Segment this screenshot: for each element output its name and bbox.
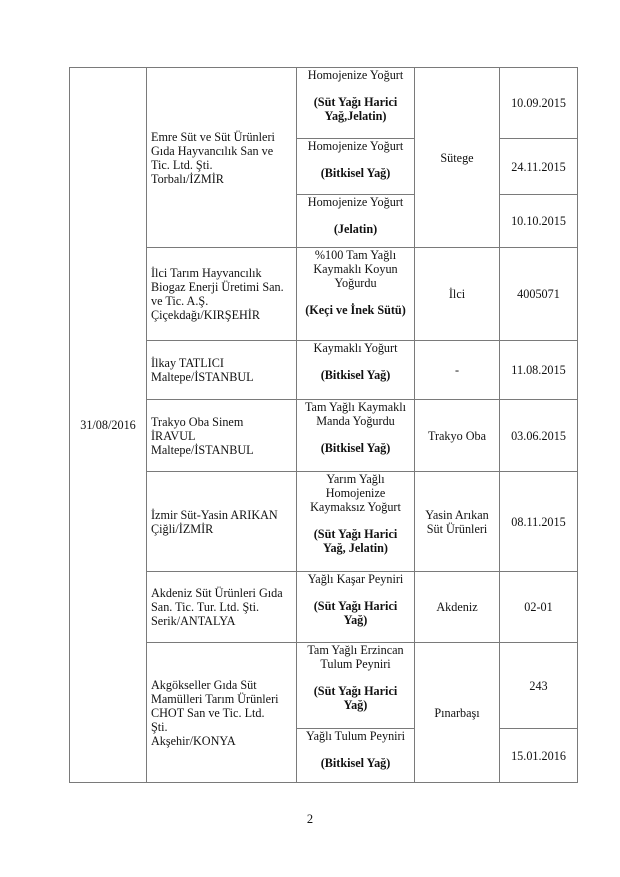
table-row xyxy=(70,643,578,729)
lot-cell: 4005071 xyxy=(500,248,578,341)
product-cell: %100 Tam Yağlı Kaymaklı Koyun Yoğurdu (Keçi ve İnek Sütü) xyxy=(297,248,415,341)
lot-cell: 11.08.2015 xyxy=(500,341,578,400)
brand-cell: Yasin Arıkan Süt Ürünleri xyxy=(415,472,500,572)
table-row xyxy=(70,341,578,400)
table-row xyxy=(70,248,578,341)
company-cell: İzmir Süt-Yasin ARIKAN Çiğli/İZMİR xyxy=(147,472,297,572)
brand-cell: Sütege xyxy=(415,68,500,248)
product-cell: Kaymaklı Yoğurt (Bitkisel Yağ) xyxy=(297,341,415,400)
brand-cell: Akdeniz xyxy=(415,572,500,643)
company-cell: Akdeniz Süt Ürünleri Gıda San. Tic. Tur. Ltd. Şti. Serik/ANTALYA xyxy=(147,572,297,643)
lot-cell: 10.09.2015 xyxy=(500,68,578,139)
product-cell: Homojenize Yoğurt (Süt Yağı Harici Yağ,Jelatin) xyxy=(297,68,415,139)
brand-cell: Trakyo Oba xyxy=(415,400,500,472)
product-cell: Homojenize Yoğurt (Bitkisel Yağ) xyxy=(297,139,415,195)
table-row xyxy=(70,572,578,643)
inspection-table xyxy=(69,67,578,783)
lot-cell: 24.11.2015 xyxy=(500,139,578,195)
company-cell: İlkay TATLICI Maltepe/İSTANBUL xyxy=(147,341,297,400)
product-cell: Yağlı Kaşar Peyniri (Süt Yağı Harici Yağ) xyxy=(297,572,415,643)
product-cell: Yağlı Tulum Peyniri (Bitkisel Yağ) xyxy=(297,729,415,783)
lot-cell: 15.01.2016 xyxy=(500,729,578,783)
company-cell: İlci Tarım Hayvancılık Biogaz Enerji Üretimi San. ve Tic. A.Ş. Çiçekdağı/KIRŞEHİR xyxy=(147,248,297,341)
lot-cell: 02-01 xyxy=(500,572,578,643)
table-row xyxy=(70,472,578,572)
table-row xyxy=(70,68,578,139)
page-number: 2 xyxy=(306,812,314,826)
lot-cell: 10.10.2015 xyxy=(500,195,578,248)
company-cell: Akgökseller Gıda Süt Mamülleri Tarım Ürünleri CHOT San ve Tic. Ltd. Şti. Akşehir/KONYA xyxy=(147,643,297,783)
lot-cell: 243 xyxy=(500,643,578,729)
company-cell: Emre Süt ve Süt Ürünleri Gıda Hayvancılık San ve Tic. Ltd. Şti. Torbalı/İZMİR xyxy=(147,68,297,248)
product-cell: Tam Yağlı Erzincan Tulum Peyniri (Süt Yağı Harici Yağ) xyxy=(297,643,415,729)
lot-cell: 08.11.2015 xyxy=(500,472,578,572)
product-cell: Yarım Yağlı Homojenize Kaymaksız Yoğurt (Süt Yağı Harici Yağ, Jelatin) xyxy=(297,472,415,572)
product-cell: Tam Yağlı Kaymaklı Manda Yoğurdu (Bitkisel Yağ) xyxy=(297,400,415,472)
date-cell: 31/08/2016 xyxy=(70,68,147,783)
brand-cell: İlci xyxy=(415,248,500,341)
company-cell: Trakyo Oba Sinem İRAVUL Maltepe/İSTANBUL xyxy=(147,400,297,472)
brand-cell: - xyxy=(415,341,500,400)
product-cell: Homojenize Yoğurt (Jelatin) xyxy=(297,195,415,248)
brand-cell: Pınarbaşı xyxy=(415,643,500,783)
lot-cell: 03.06.2015 xyxy=(500,400,578,472)
table-row xyxy=(70,400,578,472)
